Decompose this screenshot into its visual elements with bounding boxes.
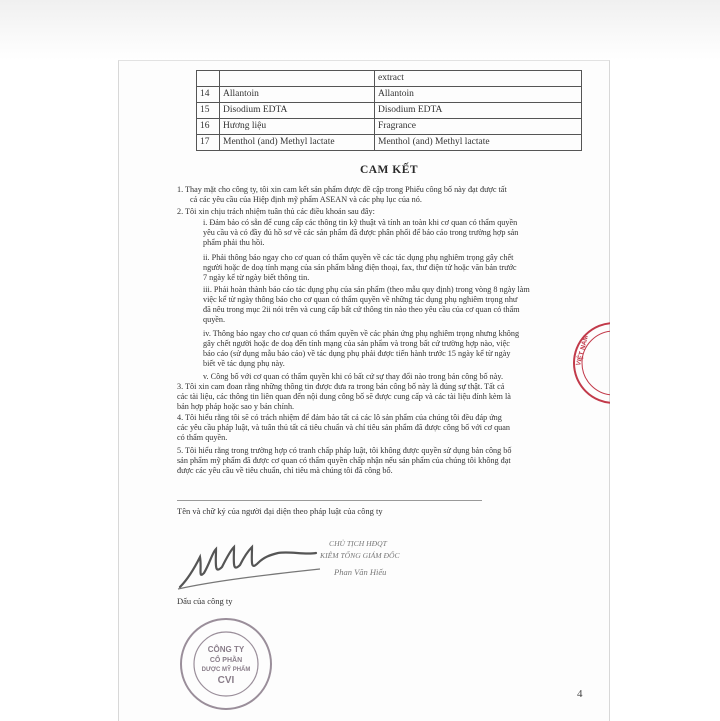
commitment-line: được các yêu cầu về tiêu chuẩn, chỉ tiêu mà chúng tôi đã công bố. [177,466,393,475]
commitment-line: i. Đảm bảo có sẵn để cung cấp các thông tin kỹ thuật và tính an toàn khi cơ quan có thẩm quyền [203,218,518,227]
svg-text:VIỆT NAM: VIỆT NAM [575,334,590,367]
commitment-line: 1. Thay mặt cho công ty, tôi xin cam kết sản phẩm được đề cập trong Phiếu công bố này đạt được tất [177,185,507,194]
table-row [197,87,582,103]
table-row [197,103,582,119]
commitment-line: quyền. [203,315,226,324]
scan-top-shadow [0,0,720,60]
red-seal-edge [566,318,610,408]
commitment-line: báo cáo (sử dụng mẫu báo cáo) về tác dụng phụ phải được tiến hành trước 15 ngày kể từ ngày [203,349,511,358]
signature-caption: Tên và chữ ký của người đại diện theo pháp luật của công ty [177,506,383,516]
table-cell-num: 17 [197,135,220,151]
commitment-line: yêu cầu và có đầy đủ hồ sơ về các sản phẩm đã được phân phối để báo cáo trong trường hợp sản [203,228,519,237]
commitment-line: 4. Tôi hiểu rằng tôi sẽ có trách nhiệm để đảm bảo tất cả các lô sản phẩm của chúng tôi đều đáp ứng [177,413,502,422]
commitment-line: 2. Tôi xin chịu trách nhiệm tuân thủ các điều khoản sau đây: [177,207,375,216]
table-cell-en: Allantoin [375,87,582,103]
table-cell-num: 16 [197,119,220,135]
commitment-line: sản phẩm mỹ phẩm đã được cơ quan có thẩm quyền chấp nhận nếu sản phẩm của chúng tôi không đạt [177,456,511,465]
table-cell-en: Menthol (and) Methyl lactate [375,135,582,151]
table-cell-num [197,71,220,87]
signer-title-1: CHỦ TỊCH HĐQT [329,539,387,548]
table-row [197,119,582,135]
commitment-line: người hoặc đe doạ tính mạng của sản phẩm bằng điện thoại, fax, thư điện tử hoặc văn bản trước [203,263,517,272]
handwritten-signature [174,535,324,595]
commitment-line: 5. Tôi hiểu rằng trong trường hợp có tranh chấp pháp luật, tôi không được quyền sử dụng bản công bố [177,446,512,455]
table-cell-en: Disodium EDTA [375,103,582,119]
page-number: 4 [577,688,583,700]
commitment-line: ii. Phải thông báo ngay cho cơ quan có thẩm quyền về các tác dụng phụ nghiêm trọng gây chết [203,253,514,262]
ingredient-table [196,70,582,151]
table-cell-vn: Menthol (and) Methyl lactate [220,135,375,151]
commitment-line: iii. Phải hoàn thành báo cáo tác dụng phụ của sản phẩm (theo mẫu quy định) trong vòng 8 ngày làm [203,285,530,294]
signer-name: Phan Văn Hiếu [334,567,387,577]
svg-text:CVI: CVI [217,675,235,686]
svg-text:CÔNG TY: CÔNG TY [207,645,245,654]
commitment-title: CAM KẾT [359,164,419,176]
signer-title-2: KIÊM TỔNG GIÁM ĐỐC [320,551,400,560]
table-row [197,71,582,87]
signature-separator [177,500,482,501]
commitment-line: các yêu cầu pháp luật, và tuân thủ tất cả tiêu chuẩn và chỉ tiêu sản phẩm đã được công bố với cơ quan [177,423,510,432]
table-cell-num: 15 [197,103,220,119]
commitment-line: các tài liệu, các thông tin liên quan đến nội dung công bố sẽ được cung cấp và các tài liệu đính kèm là [177,392,511,401]
company-seal-caption: Dấu của công ty [177,596,233,606]
table-cell-vn [220,71,375,87]
commitment-line: đã nêu trong mục 2ii nói trên và cung cấp bất cứ thông tin nào theo yêu cầu của cơ quan có thẩm [203,305,520,314]
company-seal [178,616,274,712]
commitment-line: 3. Tôi xin cam đoan rằng những thông tin được đưa ra trong bản công bố này là đúng sự thật. Tất cả [177,382,505,391]
commitment-line: gây chết người hoặc đe doạ đến tính mạng của sản phẩm và trong bất cứ trường hợp nào, việc [203,339,510,348]
table-cell-num: 14 [197,87,220,103]
commitment-line: phẩm phải thu hồi. [203,238,265,247]
commitment-line: iv. Thông báo ngay cho cơ quan có thẩm quyền về các phản ứng phụ nghiêm trọng nhưng không [203,329,520,338]
commitment-line: 7 ngày kể từ ngày biết thông tin. [203,273,310,282]
commitment-line: cả các yêu cầu của Hiệp định mỹ phẩm ASEAN và các phụ lục của nó. [190,195,422,204]
svg-text:CỔ PHẦN: CỔ PHẦN [209,657,243,664]
commitment-line: v. Công bố với cơ quan có thẩm quyền khi có bất cứ sự thay đổi nào trong bản công bố này. [203,372,504,381]
table-cell-en: extract [375,71,582,87]
commitment-line: bản hợp pháp hoặc sao y bản chính. [177,402,295,411]
svg-text:DƯỢC MỸ PHẨM: DƯỢC MỸ PHẨM [201,667,251,673]
table-cell-vn: Allantoin [220,87,375,103]
table-row [197,135,582,151]
table-cell-vn: Disodium EDTA [220,103,375,119]
table-cell-vn: Hương liệu [220,119,375,135]
commitment-line: biết về tác dụng phụ này. [203,359,285,368]
table-cell-en: Fragrance [375,119,582,135]
commitment-line: có thẩm quyền. [177,433,228,442]
commitment-line: việc kể từ ngày thông báo cho cơ quan có thẩm quyền về những tác dụng phụ nghiêm trọng như [203,295,518,304]
